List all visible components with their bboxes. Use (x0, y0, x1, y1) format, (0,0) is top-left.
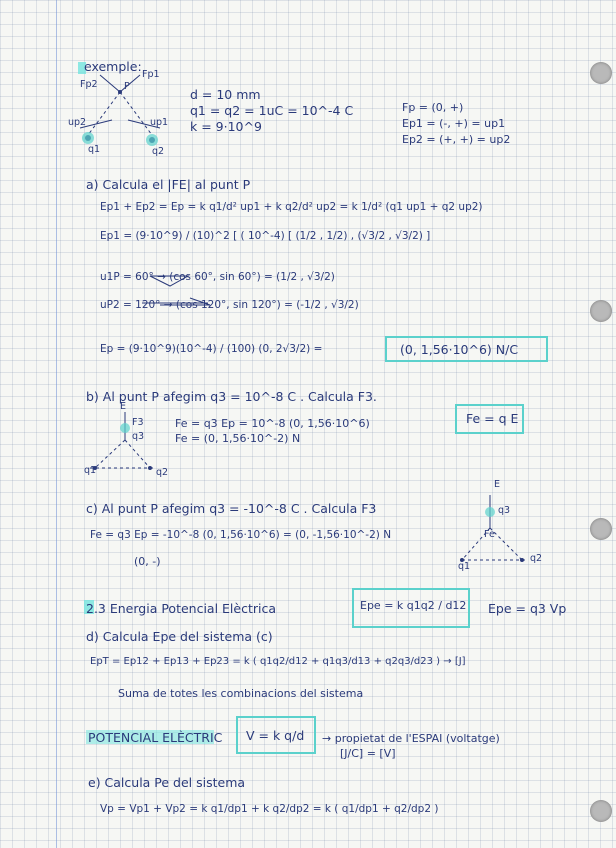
part-b-title: b) Al punt P afegim q3 = 10^-8 C . Calcula F3. (86, 389, 377, 404)
label-q1-c: q1 (458, 561, 471, 572)
section-boxed: Epe = k q1q2 / d12 (360, 599, 467, 612)
charges: q1 = q2 = 1uC = 10^-4 C (190, 103, 354, 118)
part-c-f2: (0, -) (134, 555, 161, 568)
part-c-f1: Fe = q3 Ep = -10^-8 (0, 1,56·10^6) = (0, -1,56·10^-2) N (90, 529, 392, 541)
potential-label: POTENCIAL ELÈCTRIC (88, 730, 223, 745)
label-up2: up2 (68, 117, 87, 128)
label-q2-c: q2 (530, 553, 543, 564)
part-a-title: a) Calcula el |FE| al punt P (86, 177, 251, 192)
part-b-f2: Fe = (0, 1,56·10^-2) N (175, 432, 301, 445)
part-e-title: e) Calcula Pe del sistema (88, 775, 246, 790)
part-d-eq: EpT = Ep12 + Ep13 + Ep23 = k ( q1q2/d12 + q1q3/d13 + q2q3/d23 ) → [J] (90, 656, 466, 667)
section-epe: Epe = q3 Vp (488, 601, 567, 616)
ep1-vector: Ep1 = (-, +) = up1 (402, 117, 506, 130)
distance: d = 10 mm (190, 87, 261, 102)
part-e-eq: Vp = Vp1 + Vp2 = k q1/dp1 + k q2/dp2 = k ( q1/dp1 + q2/dp2 ) (100, 803, 439, 815)
label-q2: q2 (152, 146, 165, 157)
label-up1: up1 (150, 117, 169, 128)
part-d-note: Suma de totes les combinacions del sistema (118, 687, 364, 700)
constant: k = 9·10^9 (190, 119, 262, 134)
part-c-title: c) Al punt P afegim q3 = -10^-8 C . Calcula F3 (86, 501, 377, 516)
potential-boxed: V = k q/d (246, 728, 305, 743)
potential-note1: → propietat de l'ESPAI (voltatge) (322, 732, 500, 745)
heading: exemple: (84, 59, 142, 74)
label-q3-c: q3 (498, 505, 511, 516)
label-e: E (120, 401, 127, 412)
part-a-u2: uP2 = 120° → (cos 120°, sin 120°) = (-1/2 , √3/2) (100, 299, 359, 311)
part-b-f1: Fe = q3 Ep = 10^-8 (0, 1,56·10^6) (175, 417, 370, 430)
label-q2: q2 (156, 467, 169, 478)
ep2-vector: Ep2 = (+, +) = up2 (402, 133, 511, 146)
part-a-result: (0, 1,56·10^6) N/C (400, 342, 519, 357)
potential-note2: [J/C] = [V] (340, 747, 396, 760)
label-p: P (124, 81, 130, 92)
label-fe-c: Fe (484, 529, 495, 540)
fp-vector: Fp = (0, +) (402, 101, 464, 114)
label-q1: q1 (88, 144, 101, 155)
part-d-title: d) Calcula Epe del sistema (c) (86, 629, 273, 644)
label-q1: q1 (84, 465, 97, 476)
label-f3: F3 (132, 417, 144, 428)
label-fp2: Fp2 (80, 79, 98, 90)
part-a-ep: Ep = (9·10^9)(10^-4) / (100) (0, 2√3/2) = (100, 343, 323, 355)
part-a-eq1: Ep1 + Ep2 = Ep = k q1/d² up1 + k q2/d² up2 = k 1/d² (q1 up1 + q2 up2) (100, 201, 483, 213)
label-q3: q3 (132, 431, 145, 442)
section-title: 2.3 Energia Potencial Elèctrica (86, 601, 277, 616)
part-a-eq2: Ep1 = (9·10^9) / (10)^2 [ ( 10^-4) [ (1/2 , 1/2) , (√3/2 , √3/2) ] (100, 230, 431, 242)
part-a-u1: u1P = 60° → (cos 60°, sin 60°) = (1/2 , √3/2) (100, 271, 335, 283)
label-fp1: Fp1 (142, 69, 160, 80)
label-e-c: E (494, 479, 501, 490)
part-b-boxed: Fe = q E (466, 411, 519, 426)
